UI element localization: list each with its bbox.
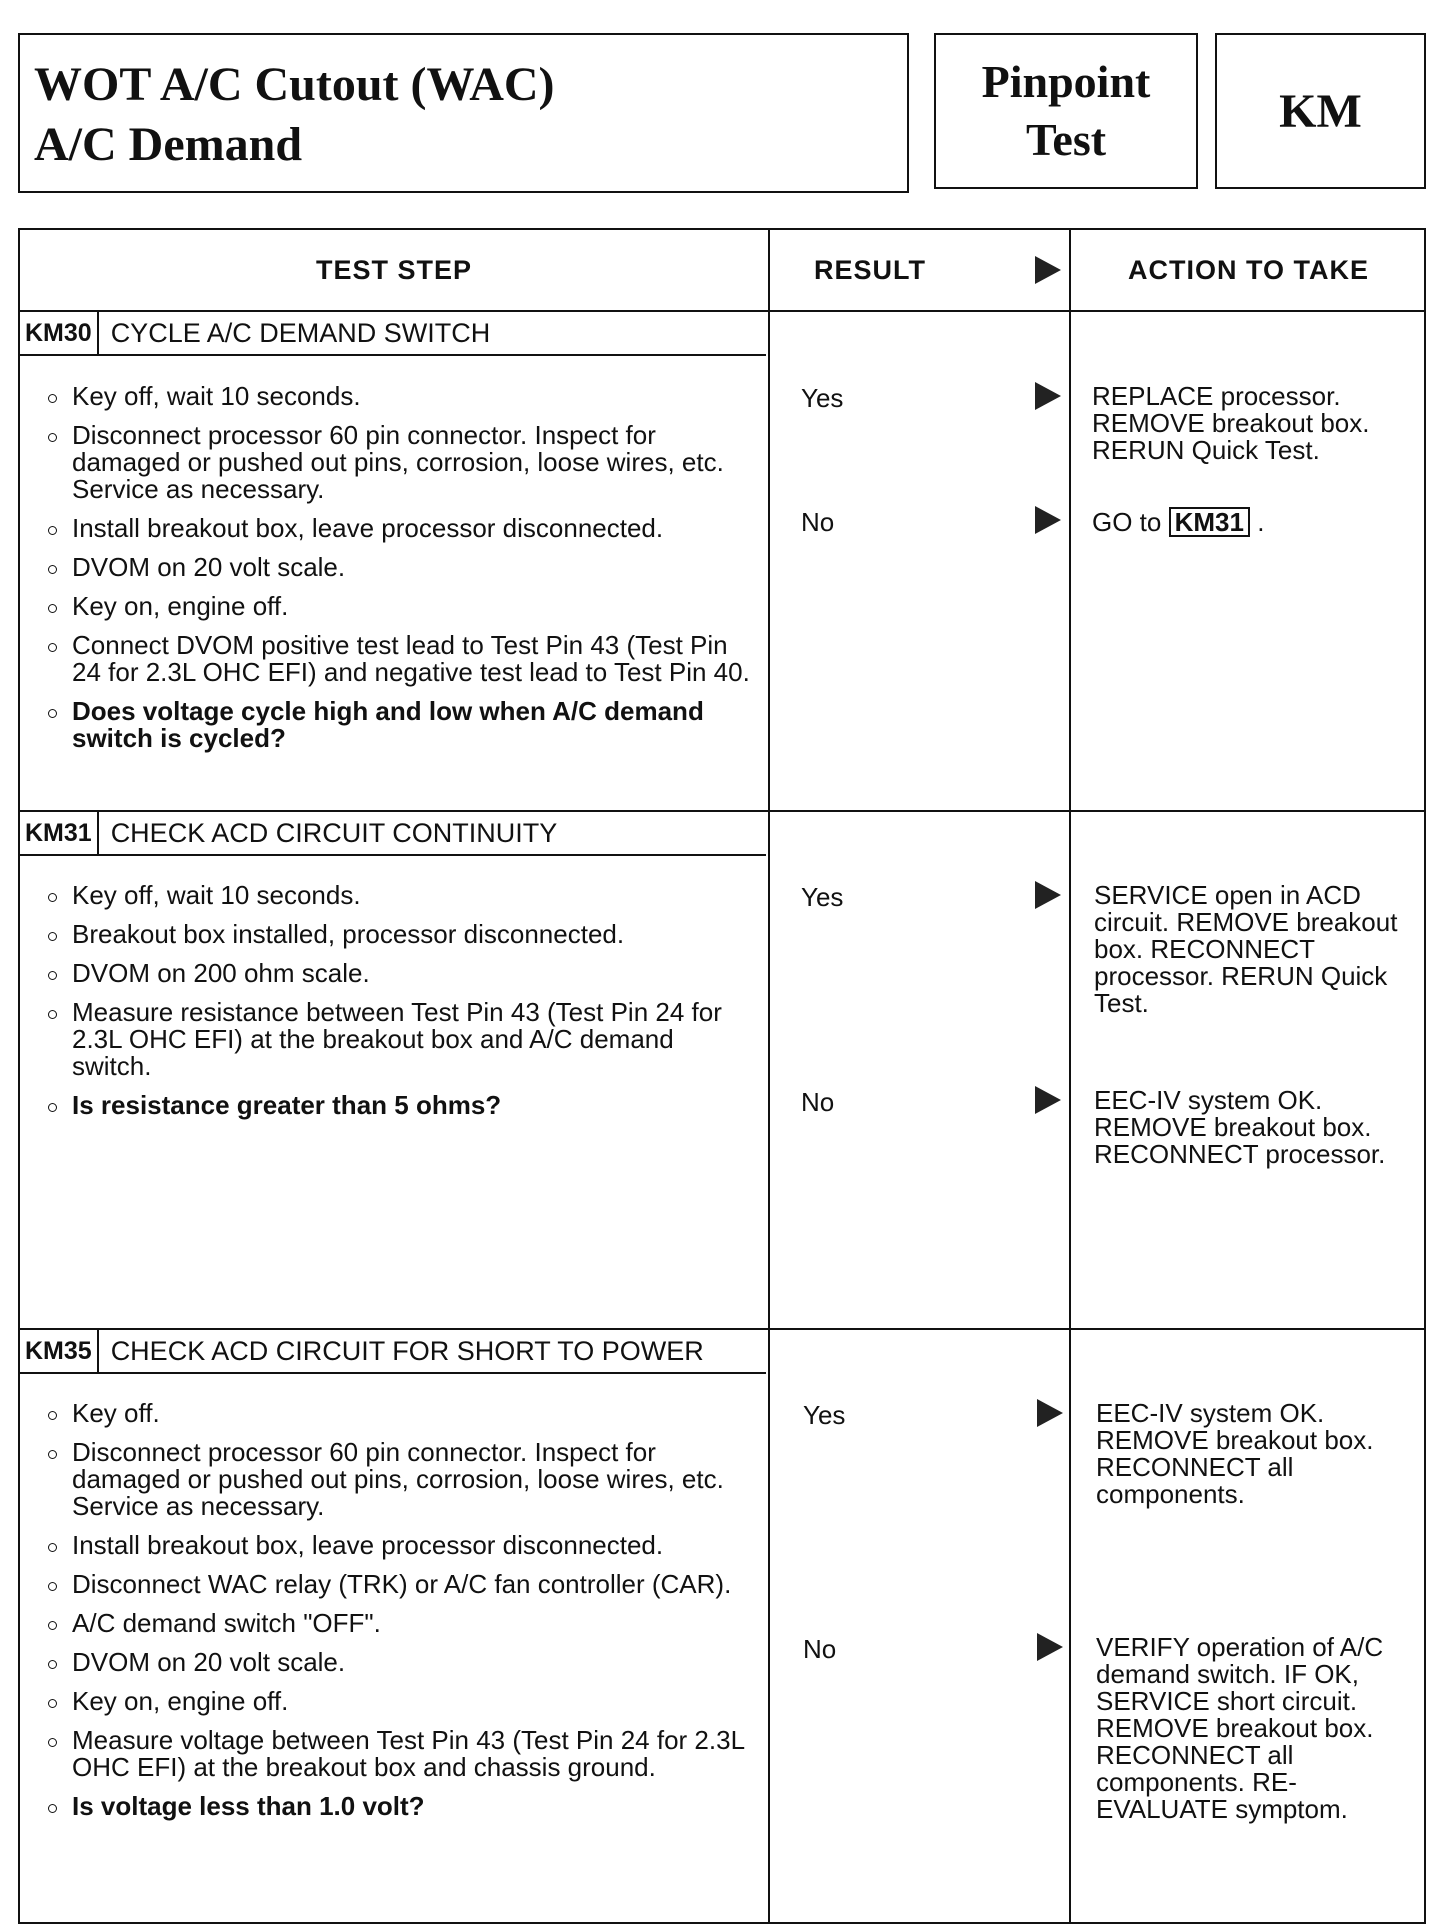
list-item: DVOM on 20 volt scale. [20, 554, 750, 581]
list-item: Breakout box installed, processor disconnected. [20, 921, 750, 948]
arrow-icon [1037, 1633, 1063, 1661]
step-instructions-km35 [20, 1400, 750, 1832]
arrow-icon [1035, 256, 1061, 284]
list-item: Install breakout box, leave processor disconnected. [20, 515, 750, 542]
step-instructions-km30 [20, 383, 750, 764]
list-item: Disconnect WAC relay (TRK) or A/C fan controller (CAR). [20, 1571, 750, 1598]
page-title-line1: WOT A/C Cutout (WAC) [34, 58, 555, 111]
arrow-icon [1035, 1086, 1061, 1114]
result-no: No [801, 1087, 835, 1117]
step-code: KM31 [20, 812, 99, 854]
list-item: Key off, wait 10 seconds. [20, 383, 750, 410]
title-box [18, 33, 909, 193]
arrow-icon [1037, 1399, 1063, 1427]
list-item: DVOM on 20 volt scale. [20, 1649, 750, 1676]
arrow-icon [1035, 881, 1061, 909]
list-item: Key on, engine off. [20, 1688, 750, 1715]
list-item: Connect DVOM positive test lead to Test Pin 43 (Test Pin 24 for 2.3L OHC EFI) and negative test lead to Test Pin 40. [20, 632, 750, 686]
test-code-box: KM [1215, 33, 1426, 189]
step-header-km35 [20, 1330, 766, 1374]
column-divider [768, 230, 770, 1922]
arrow-icon [1035, 382, 1061, 410]
list-item: Disconnect processor 60 pin connector. Inspect for damaged or pushed out pins, corrosion, loose wires, etc. Service as necessary. [20, 1439, 750, 1520]
result-yes: Yes [803, 1400, 846, 1430]
step-question: Is resistance greater than 5 ohms? [20, 1092, 750, 1119]
step-question: Does voltage cycle high and low when A/C demand switch is cycled? [20, 698, 750, 752]
step-code: KM35 [20, 1330, 99, 1372]
page-title-line2: A/C Demand [34, 118, 303, 171]
step-title: CYCLE A/C DEMAND SWITCH [110, 317, 491, 348]
list-item: Key off. [20, 1400, 750, 1427]
action-text: VERIFY operation of A/C demand switch. IF OK, SERVICE short circuit. REMOVE breakout box. RECONNECT all components. RE-EVALUATE symptom. [1096, 1632, 1384, 1824]
column-header-test-step: TEST STEP [315, 254, 473, 285]
action-goto [1092, 507, 1412, 537]
pinpoint-test-box [934, 33, 1198, 189]
action-text: EEC-IV system OK. REMOVE breakout box. RECONNECT processor. [1094, 1085, 1386, 1169]
list-item: DVOM on 200 ohm scale. [20, 960, 750, 987]
action-text: SERVICE open in ACD circuit. REMOVE breakout box. RECONNECT processor. RERUN Quick Test. [1094, 880, 1398, 1018]
list-item: Disconnect processor 60 pin connector. Inspect for damaged or pushed out pins, corrosion, loose wires, etc. Service as necessary. [20, 422, 750, 503]
test-label: Test [1025, 114, 1107, 165]
step-question: Is voltage less than 1.0 volt? [20, 1793, 750, 1820]
result-yes: Yes [801, 383, 844, 413]
list-item: Measure resistance between Test Pin 43 (Test Pin 24 for 2.3L OHC EFI) at the breakout box and A/C demand switch. [20, 999, 750, 1080]
result-yes: Yes [801, 882, 844, 912]
pinpoint-test-table [18, 228, 1426, 1924]
step-title: CHECK ACD CIRCUIT FOR SHORT TO POWER [110, 1335, 704, 1366]
result-no: No [801, 507, 835, 537]
step-reference-km31[interactable]: KM31 [1169, 507, 1250, 537]
column-header-action: ACTION TO TAKE [1128, 254, 1369, 285]
action-text: REPLACE processor. REMOVE breakout box. RERUN Quick Test. [1092, 381, 1370, 465]
step-title: CHECK ACD CIRCUIT CONTINUITY [110, 817, 558, 848]
list-item: Install breakout box, leave processor disconnected. [20, 1532, 750, 1559]
column-header-result: RESULT [814, 254, 926, 285]
step-header-km31 [20, 812, 766, 856]
action-text: EEC-IV system OK. REMOVE breakout box. RECONNECT all components. [1096, 1398, 1374, 1509]
step-header-km30 [20, 312, 766, 356]
result-no: No [803, 1634, 837, 1664]
list-item: Key on, engine off. [20, 593, 750, 620]
list-item: A/C demand switch "OFF". [20, 1610, 750, 1637]
list-item: Measure voltage between Test Pin 43 (Test Pin 24 for 2.3L OHC EFI) at the breakout box and chassis ground. [20, 1727, 750, 1781]
list-item: Key off, wait 10 seconds. [20, 882, 750, 909]
arrow-icon [1035, 506, 1061, 534]
step-instructions-km31 [20, 882, 750, 1131]
pinpoint-label: Pinpoint [981, 56, 1151, 107]
action-prefix: GO to [1092, 507, 1162, 537]
column-divider [1069, 230, 1071, 1922]
step-code: KM30 [20, 312, 99, 354]
action-suffix: . [1257, 507, 1265, 537]
